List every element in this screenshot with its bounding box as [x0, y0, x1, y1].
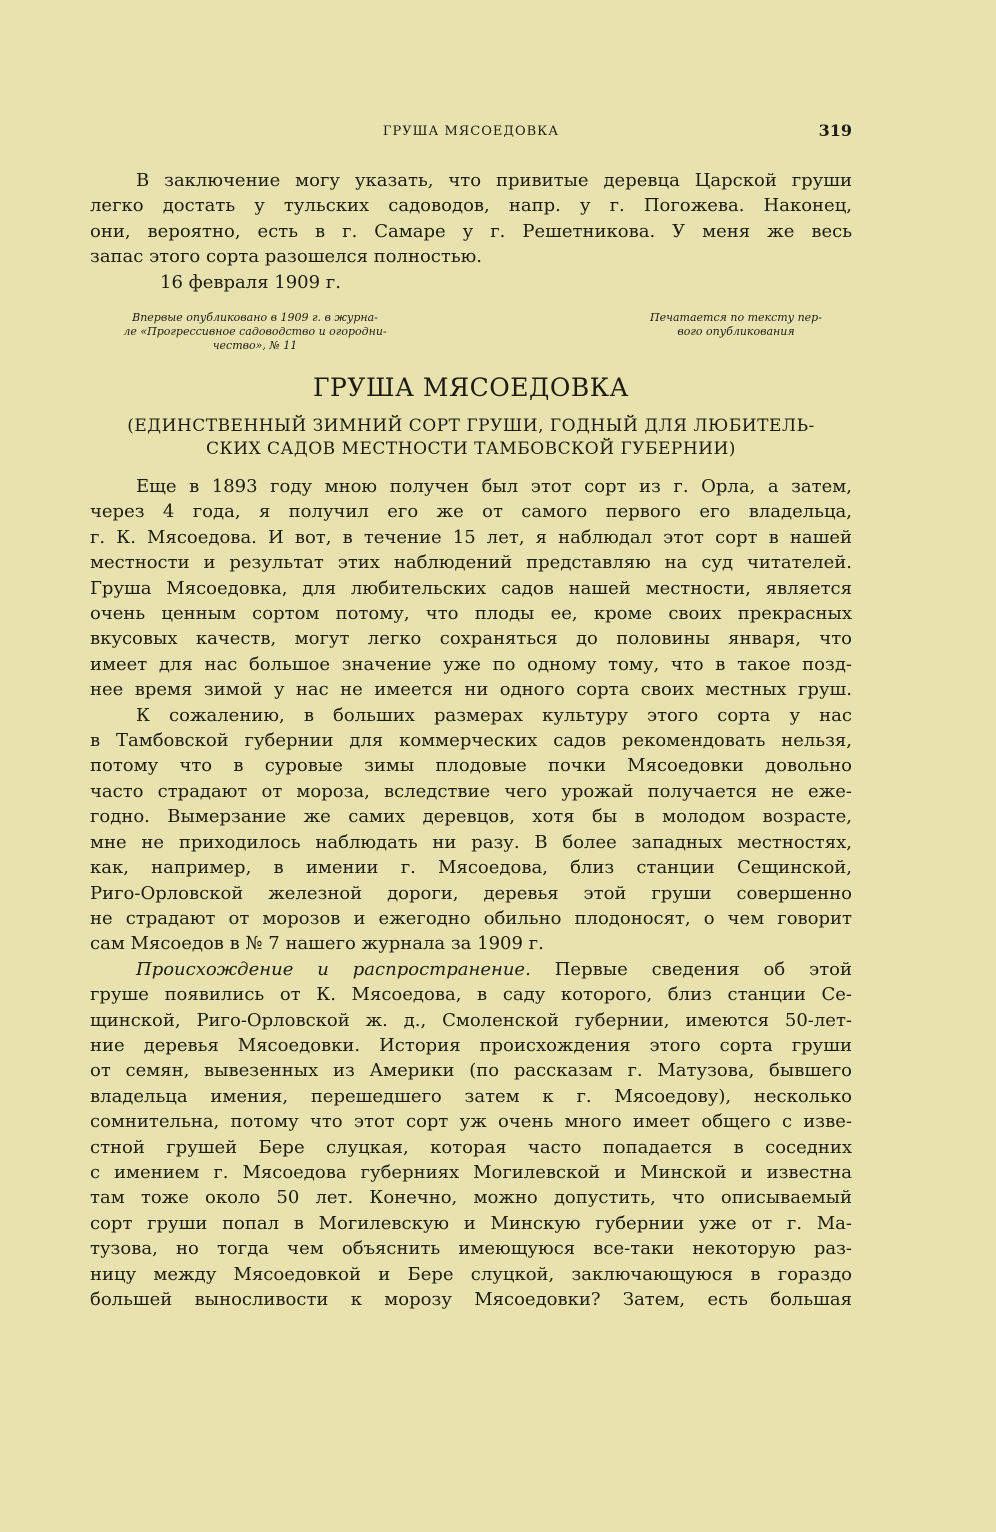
text-line: ницу между Мясоедовкой и Бере слуцкой, заключающуюся в гораздо — [90, 1263, 852, 1285]
running-title: ГРУША МЯСОЕДОВКА — [382, 124, 560, 139]
text-line: владельца имения, перешедшего затем к г. Мясоедову), несколько — [90, 1085, 852, 1107]
text-line: тузова, но тогда чем объяснить имеющуюся все-таки некоторую раз- — [90, 1238, 852, 1260]
text-line: ние деревья Мясоедовки. История происхождения этого сорта груши — [90, 1034, 852, 1056]
text-line: от семян, вывезенных из Америки (по рассказам г. Матузова, бывшего — [90, 1060, 852, 1082]
publication-notes — [90, 311, 852, 355]
intro-paragraph — [90, 168, 852, 295]
text-line: Груша Мясоедовка, для любительских садов нашей местности, является — [90, 577, 852, 599]
section-heading-italic: Происхождение и распространение. — [136, 958, 531, 980]
text-line: сомнительна, потому что этот сорт уж очень много имеет общего с изве- — [90, 1111, 852, 1133]
text-line: запас этого сорта разошелся полностью. — [90, 246, 483, 268]
text-line: не страдают от морозов и ежегодно обильно плодоносят, о чем говорит — [90, 907, 852, 929]
note-line: Впервые опубликовано в 1909 г. в журна- — [132, 311, 378, 324]
note-line: вого опубликования — [677, 325, 795, 338]
text-line: как, например, в имении г. Мясоедова, близ станции Сещинской, — [90, 857, 852, 879]
text-line: сам Мясоедов в № 7 нашего журнала за 1909 г. — [90, 933, 544, 955]
note-line: ле «Прогрессивное садоводство и огородни- — [123, 325, 387, 338]
text-line: щинской, Риго-Орловской ж. д., Смоленской губернии, имеются 50-лет- — [90, 1009, 852, 1031]
text-line: мне не приходилось наблюдать ни разу. В более западных местностях, — [90, 831, 852, 853]
article-body — [90, 474, 852, 1312]
text-line: В заключение могу указать, что привитые деревца Царской груши — [136, 170, 852, 191]
running-head — [90, 121, 852, 143]
subtitle-line: (ЕДИНСТВЕННЫЙ ЗИМНИЙ СОРТ ГРУШИ, ГОДНЫЙ ДЛЯ ЛЮБИТЕЛЬ- — [127, 416, 815, 436]
text-line: К сожалению, в больших размерах культуру этого сорта у нас — [136, 704, 852, 726]
text-line: местности и результат этих наблюдений представляю на суд читателей. — [90, 552, 852, 574]
text-line: через 4 года, я получил его же от самого первого его владельца, — [90, 501, 852, 523]
text-line: Риго-Орловской железной дороги, деревья этой груши совершенно — [90, 882, 852, 904]
paragraph-1 — [90, 474, 852, 703]
date-line: 16 февраля 1909 г. — [160, 271, 341, 293]
text-line — [90, 957, 852, 982]
page-number: 319 — [818, 121, 852, 140]
note-printed-from — [620, 311, 852, 339]
note-line: чество», № 11 — [212, 339, 298, 352]
article-subtitle — [90, 415, 852, 461]
text-line: потому что в суровые зимы плодовые почки Мясоедовки довольно — [90, 755, 852, 777]
article-title: ГРУША МЯСОЕДОВКА — [313, 373, 629, 402]
text-line: очень ценным сортом потому, что плоды ее, кроме своих прекрасных — [90, 603, 852, 625]
text-line: легко достать у тульских садоводов, напр. у г. Погожева. Наконец, — [90, 195, 852, 217]
text-line: часто страдают от мороза, вследствие чего урожай получается не еже- — [90, 780, 852, 802]
text-line: стной грушей Бере слуцкая, которая часто попадается в соседних — [90, 1136, 852, 1158]
text-line: в Тамбовской губернии для коммерческих садов рекомендовать нельзя, — [90, 730, 852, 752]
text-fragment: Первые сведения об этой — [530, 958, 852, 980]
text-line: г. К. Мясоедова. И вот, в течение 15 лет, я наблюдал этот сорт в нашей — [90, 526, 852, 548]
text-line: большей выносливости к морозу Мясоедовки? Затем, есть большая — [90, 1289, 852, 1310]
paragraph-2 — [90, 703, 852, 957]
text-line: там тоже около 50 лет. Конечно, можно допустить, что описываемый — [90, 1187, 852, 1209]
text-line: груше появились от К. Мясоедова, в саду которого, близ станции Се- — [90, 984, 852, 1006]
subtitle-line: СКИХ САДОВ МЕСТНОСТИ ТАМБОВСКОЙ ГУБЕРНИИ) — [206, 439, 736, 459]
text-line: Еще в 1893 году мною получен был этот сорт из г. Орла, а затем, — [136, 476, 852, 497]
note-first-published — [90, 311, 420, 353]
paragraph-3 — [90, 957, 852, 1313]
text-line: годно. Вымерзание же самих деревцов, хотя бы в молодом возрасте, — [90, 806, 852, 828]
text-line: нее время зимой у нас не имеется ни одного сорта своих местных груш. — [90, 679, 852, 701]
text-line: вкусовых качеств, могут легко сохраняться до половины января, что — [90, 628, 852, 650]
text-line: они, вероятно, есть в г. Самаре у г. Решетникова. У меня же весь — [90, 220, 852, 242]
text-line: с имением г. Мясоедова губерниях Могилевской и Минской и известна — [90, 1161, 852, 1183]
text-line: имеет для нас большое значение уже по одному тому, что в такое позд- — [90, 653, 852, 675]
text-line: сорт груши попал в Могилевскую и Минскую губернии уже от г. Ма- — [90, 1212, 852, 1234]
note-line: Печатается по тексту пер- — [650, 311, 822, 324]
